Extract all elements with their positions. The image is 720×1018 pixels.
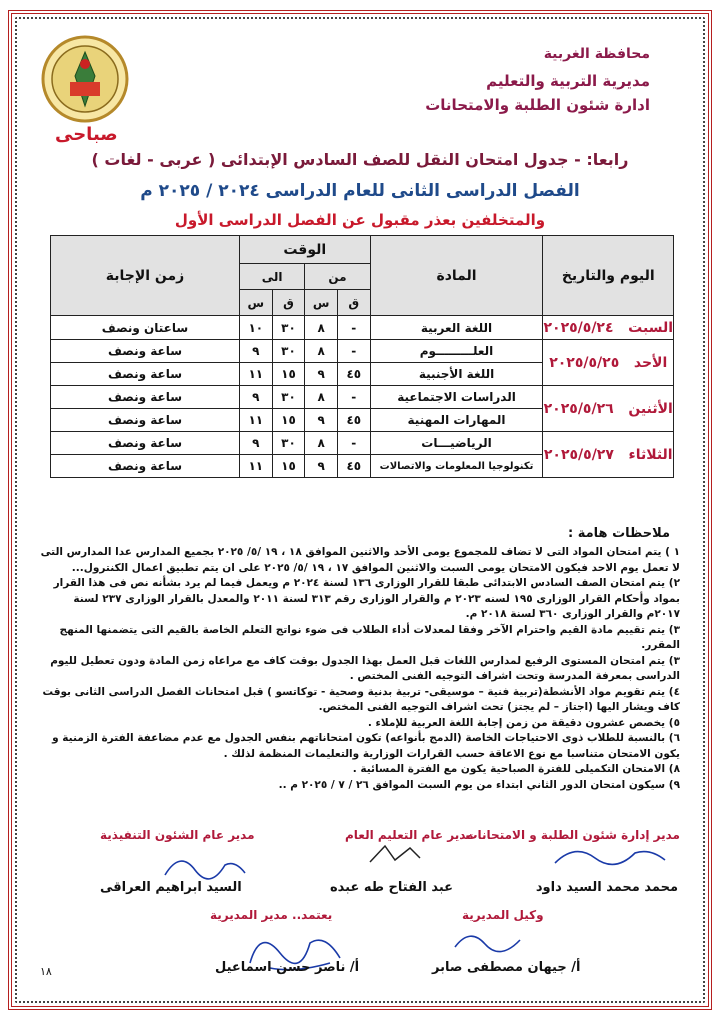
from-minutes-cell: -: [337, 340, 370, 363]
from-minutes-cell: ٤٥: [337, 455, 370, 478]
deputy-name: أ/ جيهان مصطفى صابر: [432, 960, 581, 975]
note-item: ٨) الامتحان التكميلى للفترة الصباحية يكون مع الفترة المسائية .: [352, 763, 680, 775]
directorate-name: مديرية التربية والتعليم: [486, 72, 650, 90]
to-hours-cell: ٩: [239, 432, 272, 455]
from-hours-cell: ٩: [305, 363, 338, 386]
duration-cell: ساعتان ونصف: [51, 316, 240, 340]
exec-director-title: مدير عام الشئون التنفيذية: [100, 828, 255, 842]
exam-schedule-table: [50, 235, 674, 478]
from-hours-cell: ٨: [305, 316, 338, 340]
duration-cell: ساعة ونصف: [51, 340, 240, 363]
table-row: [51, 340, 674, 363]
exec-director-name: السيد ابراهيم العراقى: [100, 880, 242, 895]
notes-list: [40, 545, 680, 793]
general-director-title: مدير عام التعليم العام: [345, 828, 474, 842]
table-row: [51, 316, 674, 340]
to-minutes-cell: ٣٠: [272, 340, 305, 363]
to-hours-cell: ١١: [239, 455, 272, 478]
header-day-date: اليوم والتاريخ: [543, 236, 674, 316]
note-item: ٢) يتم امتحان الصف السادس الابتدائى طبقا للقرار الوزارى ١٣٦ لسنة ٢٠٢٤ م ويعمل فيما لم يرد بشأنه نص فى هذا القرار بمواد وأحكام القرار الوزارى ١٩٥ لسنه ٢٠٢٣ م والقرار الوزارى رقم ٣١٣ لسنة ٢٠١١ والمعدل بالقرار الوزارى ٢٣٧ لسنة ٢٠١٧م والقرار الوزارى ٣٦٠ لسنة ٢٠١٨ م.: [53, 577, 680, 620]
header-to-minutes: ق: [272, 290, 305, 316]
to-hours-cell: ١١: [239, 409, 272, 432]
signature-scribble-icon: [160, 845, 250, 885]
to-minutes-cell: ٣٠: [272, 316, 305, 340]
to-minutes-cell: ٣٠: [272, 386, 305, 409]
subject-cell: العلـــــــــوم: [370, 340, 543, 363]
governorate-seal-icon: [40, 34, 130, 124]
duration-cell: ساعة ونصف: [51, 409, 240, 432]
from-minutes-cell: -: [337, 386, 370, 409]
signature-scribble-icon: [450, 922, 530, 957]
subject-cell: الدراسات الاجتماعية: [370, 386, 543, 409]
title-line1: رابعا: - جدول امتحان النقل للصف السادس الإبتدائى ( عربى - لغات ): [91, 150, 629, 169]
admin-director-name: محمد محمد السيد داود: [535, 880, 678, 895]
header-to: الى: [239, 264, 304, 290]
table-row: [51, 386, 674, 409]
from-minutes-cell: -: [337, 316, 370, 340]
duration-cell: ساعة ونصف: [51, 386, 240, 409]
note-item: ٣) يتم تقييم مادة القيم واحترام الآخر وفقا لمعدلات أداء الطلاب فى ضوء نواتج التعلم الخاصة بالقيم التى يتضمنها المنهج المقرر.: [59, 623, 680, 651]
subject-cell: تكنولوجيا المعلومات والاتصالات: [370, 455, 543, 478]
table-row: [51, 432, 674, 455]
from-minutes-cell: ٤٥: [337, 409, 370, 432]
to-minutes-cell: ٣٠: [272, 432, 305, 455]
day-cell: الأحد ٢٠٢٥/٥/٢٥: [543, 340, 674, 386]
note-item: ٩) سيكون امتحان الدور الثاني ابتداء من يوم السبت الموافق ٢٦ / ٧ / ٢٠٢٥ م ..: [278, 778, 680, 791]
from-hours-cell: ٩: [305, 455, 338, 478]
subject-cell: الرياضيـــات: [370, 432, 543, 455]
deputy-title: وكيل المديرية: [462, 908, 544, 922]
signature-scribble-icon: [365, 840, 425, 870]
from-hours-cell: ٨: [305, 386, 338, 409]
header-from-hours: س: [305, 290, 338, 316]
header-subject: المادة: [370, 236, 543, 316]
approval-title: يعتمد.. مدير المديرية: [210, 908, 333, 922]
note-item: ٦) بالنسبة للطلاب ذوى الاحتياجات الخاصة (الدمج بأنواعه) تكون امتحاناتهم بنفس الجدول مع عدم مضاعفة الفترة الزمنية و يكون الامتحان متناسبا مع نوع الاعاقة حسب القرارات الوزارية والتعليمات المنظمة لذلك .: [52, 732, 680, 760]
day-cell: الثلاثاء ٢٠٢٥/٥/٢٧: [543, 432, 674, 478]
note-item: ٥) يخصص عشرون دقيقة من زمن إجابة اللغة العربية للإملاء .: [367, 716, 680, 729]
to-hours-cell: ٩: [239, 340, 272, 363]
from-minutes-cell: ٤٥: [337, 363, 370, 386]
note-item: ٤) يتم تقويم مواد الأنشطة(تربية فنية – موسيقى- تربية بدنية وصحية - توكاتسو ) قبل امتحانات الفصل الدراسى الثانى بوقت كاف ويشار اليها (اجتاز – لم يجتز) تحت اشراف التوجيه الفنى المختص.: [42, 685, 680, 713]
duration-cell: ساعة ونصف: [51, 455, 240, 478]
admin-director-title: مدير إدارة شئون الطلبة و الامتحانات: [465, 828, 680, 842]
header-duration: زمن الإجابة: [51, 236, 240, 316]
duration-cell: ساعة ونصف: [51, 363, 240, 386]
governorate-name: محافظة الغربية: [543, 46, 650, 62]
note-item: ١ ) يتم امتحان المواد التى لا تضاف للمجموع يومى الأحد والاثنين الموافق ١٨ ، ١٩ /٥/ ٢٠٢٥ بجميع المدارس عدا المدارس التى لا تعمل يوم الاحد فيكون الامتحان يومى السبت والاثنين الموافق ١٧ ، ١٩ /٥/ ٢٠٢٥ على ان يتم تطبيق اعمال الكنترول...: [40, 546, 680, 574]
subject-cell: المهارات المهنية: [370, 409, 543, 432]
day-cell: السبت ٢٠٢٥/٥/٢٤: [543, 316, 674, 340]
to-hours-cell: ١١: [239, 363, 272, 386]
signature-scribble-icon: [550, 838, 670, 873]
note-item: ٣) يتم امتحان المستوى الرفيع لمدارس اللغات قبل العمل بهذا الجدول بوقت كاف مع مراعاه زمن المادة ودون تعطيل لليوم الدراسى بمعرفة المدرسة وتحت اشراف التوجيه الفنى المختص .: [50, 654, 680, 682]
page-number: ١٨: [40, 965, 52, 978]
to-minutes-cell: ١٥: [272, 409, 305, 432]
from-hours-cell: ٩: [305, 409, 338, 432]
title-line2: الفصل الدراسى الثانى للعام الدراسى ٢٠٢٤ / ٢٠٢٥ م: [140, 181, 580, 201]
subject-cell: اللغة العربية: [370, 316, 543, 340]
shift-label: صباحى: [55, 124, 118, 145]
from-minutes-cell: -: [337, 432, 370, 455]
to-minutes-cell: ١٥: [272, 455, 305, 478]
day-cell: الأثنين ٢٠٢٥/٥/٢٦: [543, 386, 674, 432]
subject-cell: اللغة الأجنبية: [370, 363, 543, 386]
title-line3: والمتخلفين بعذر مقبول عن الفصل الدراسى الأول: [174, 211, 546, 229]
header-from-minutes: ق: [337, 290, 370, 316]
header-from: من: [305, 264, 370, 290]
administration-name: ادارة شئون الطلبة والامتحانات: [425, 96, 650, 114]
header-to-hours: س: [239, 290, 272, 316]
from-hours-cell: ٨: [305, 340, 338, 363]
notes-title: ملاحظات هامة :: [568, 526, 670, 541]
to-hours-cell: ٩: [239, 386, 272, 409]
approval-name: أ/ ناصر حسن اسماعيل: [215, 960, 360, 975]
header-time: الوقت: [239, 236, 370, 264]
general-director-name: عبد الفتاح طه عبده: [330, 880, 454, 895]
to-hours-cell: ١٠: [239, 316, 272, 340]
to-minutes-cell: ١٥: [272, 363, 305, 386]
from-hours-cell: ٨: [305, 432, 338, 455]
duration-cell: ساعة ونصف: [51, 432, 240, 455]
